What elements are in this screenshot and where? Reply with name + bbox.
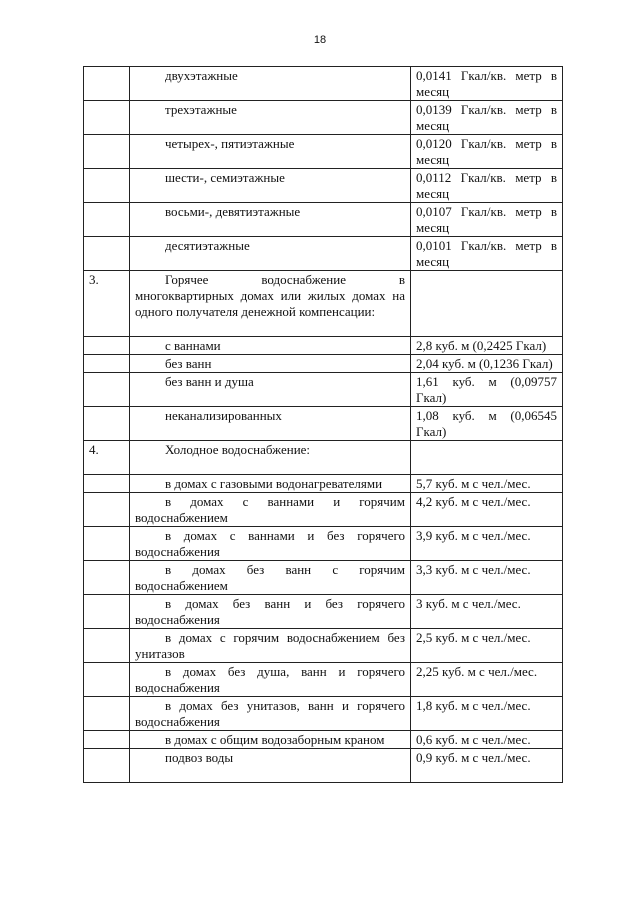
row-name-text: шести-, семиэтажные [165,170,285,185]
row-value: 1,61 куб. м (0,09757 Гкал) [411,373,563,407]
row-value: 1,8 куб. м с чел./мес. [411,697,563,731]
row-name [130,749,411,783]
row-value: 1,08 куб. м (0,06545 Гкал) [411,407,563,441]
row-value: 5,7 куб. м с чел./мес. [411,475,563,493]
row-name-text: Холодное водоснабжение: [165,442,311,457]
row-value: 0,6 куб. м с чел./мес. [411,731,563,749]
row-name [130,629,411,663]
row-value: 3,3 куб. м с чел./мес. [411,561,563,595]
row-name-text: Горячее водоснабжение в многоквартирных домах или жилых домах на одного получателя денежной компенсации: [135,272,405,319]
row-number [84,493,130,527]
row-name [130,169,411,203]
row-name [130,595,411,629]
row-name-text: трехэтажные [165,102,237,117]
table-row [84,355,563,373]
page-number: 18 [313,34,327,46]
row-name-text: в домах без ванн и без горячего водоснабжения [135,596,405,627]
table-row [84,663,563,697]
table-row [84,237,563,271]
row-name [130,697,411,731]
row-value: 4,2 куб. м с чел./мес. [411,493,563,527]
table-row [84,629,563,663]
row-name [130,663,411,697]
table-row [84,731,563,749]
row-name [130,355,411,373]
table-row [84,337,563,355]
row-value: 3 куб. м с чел./мес. [411,595,563,629]
table-row [84,527,563,561]
row-value: 0,0120 Гкал/кв. метр в месяц [411,135,563,169]
row-number [84,135,130,169]
row-name-text: с ваннами [165,338,221,353]
row-number: 4. [84,441,130,475]
row-number [84,169,130,203]
row-number [84,629,130,663]
row-name [130,271,411,337]
row-value: 0,0141 Гкал/кв. метр в месяц [411,67,563,101]
row-name-text: подвоз воды [165,750,234,765]
row-number [84,337,130,355]
row-value: 2,04 куб. м (0,1236 Гкал) [411,355,563,373]
row-name [130,67,411,101]
row-name [130,441,411,475]
row-name [130,337,411,355]
table-row [84,561,563,595]
row-name [130,373,411,407]
row-number [84,355,130,373]
row-name-text: в домах с горячим водоснабжением без унитазов [135,630,405,661]
row-name-text: в домах без унитазов, ванн и горячего водоснабжения [135,698,405,729]
row-name [130,135,411,169]
row-name-text: в домах с ваннами и без горячего водоснабжения [135,528,405,559]
row-value [411,441,563,475]
row-number [84,697,130,731]
row-number [84,749,130,783]
row-name [130,237,411,271]
table-row [84,101,563,135]
row-name [130,407,411,441]
table-row [84,135,563,169]
row-value: 0,0112 Гкал/кв. метр в месяц [411,169,563,203]
table-row [84,697,563,731]
row-value: 0,0101 Гкал/кв. метр в месяц [411,237,563,271]
row-name [130,527,411,561]
row-name [130,561,411,595]
row-value [411,271,563,337]
row-number [84,67,130,101]
norms-table [83,66,563,783]
section-row [84,441,563,475]
row-name-text: без ванн [165,356,212,371]
row-name-text: в домах с ваннами и горячим водоснабжением [135,494,405,525]
row-value: 3,9 куб. м с чел./мес. [411,527,563,561]
table-row [84,595,563,629]
row-name-text: в домах с общим водозаборным краном [165,732,385,747]
row-name-text: в домах без ванн с горячим водоснабжением [135,562,405,593]
table-row [84,67,563,101]
row-number [84,731,130,749]
row-number [84,407,130,441]
row-name-text: четырех-, пятиэтажные [165,136,295,151]
table-row [84,749,563,783]
row-value: 0,0139 Гкал/кв. метр в месяц [411,101,563,135]
row-number: 3. [84,271,130,337]
table-row [84,493,563,527]
row-number [84,527,130,561]
row-name [130,203,411,237]
row-number [84,203,130,237]
row-number [84,561,130,595]
row-value: 2,8 куб. м (0,2425 Гкал) [411,337,563,355]
section-row [84,271,563,337]
row-number [84,373,130,407]
row-name-text: неканализированных [165,408,282,423]
row-name [130,101,411,135]
row-number [84,595,130,629]
row-value: 0,0107 Гкал/кв. метр в месяц [411,203,563,237]
row-value: 0,9 куб. м с чел./мес. [411,749,563,783]
table-row [84,373,563,407]
row-name [130,493,411,527]
row-name-text: двухэтажные [165,68,238,83]
table-row [84,475,563,493]
row-name-text: без ванн и душа [165,374,254,389]
table-row [84,169,563,203]
row-name-text: в домах без душа, ванн и горячего водоснабжения [135,664,405,695]
row-value: 2,25 куб. м с чел./мес. [411,663,563,697]
row-name-text: десятиэтажные [165,238,250,253]
row-number [84,475,130,493]
row-name-text: восьми-, девятиэтажные [165,204,301,219]
row-number [84,101,130,135]
row-name-text: в домах с газовыми водонагревателями [165,476,383,491]
row-value: 2,5 куб. м с чел./мес. [411,629,563,663]
row-number [84,663,130,697]
table-row [84,407,563,441]
table-row [84,203,563,237]
row-number [84,237,130,271]
row-name [130,475,411,493]
row-name [130,731,411,749]
